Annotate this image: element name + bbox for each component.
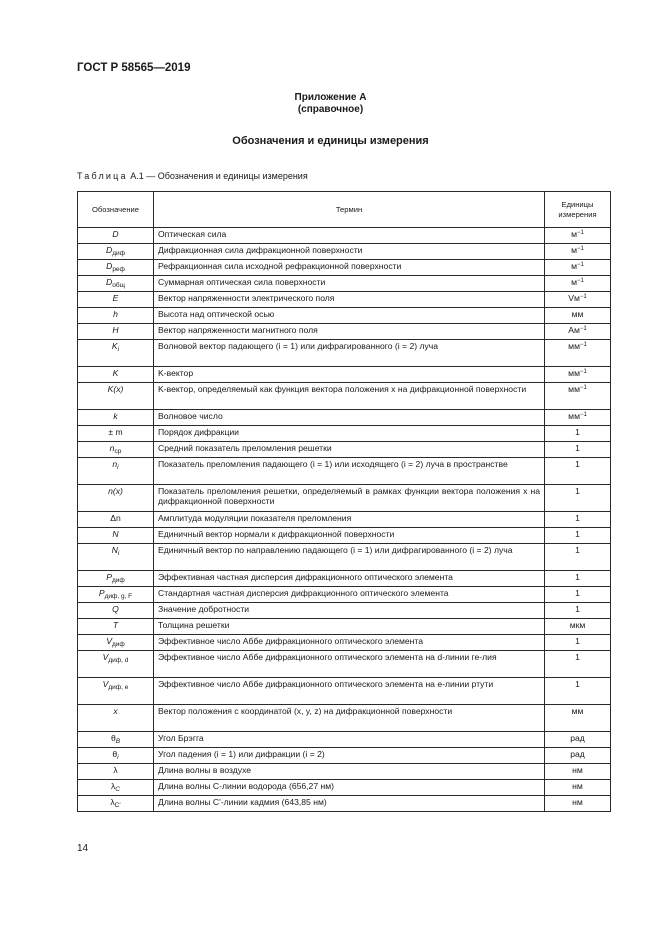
unit-cell — [545, 383, 611, 410]
unit-cell — [545, 512, 611, 528]
symbol-cell — [78, 512, 154, 528]
table-row — [78, 458, 611, 485]
unit-cell — [545, 340, 611, 367]
unit-value: мкм — [569, 620, 586, 630]
table-row — [78, 485, 611, 512]
term-cell: Волновое число — [154, 410, 545, 426]
symbol-main: K — [112, 368, 119, 378]
symbol-subscript: диф — [111, 641, 125, 648]
symbol-main: Δn — [110, 513, 121, 523]
table-caption-text: А.1 — Обозначения и единицы измерения — [127, 171, 308, 181]
symbol-cell — [78, 260, 154, 276]
unit-cell — [545, 308, 611, 324]
symbol-subscript: i — [117, 464, 119, 471]
term-cell: Угол Брэгга — [154, 732, 545, 748]
table-row — [78, 796, 611, 812]
unit-cell — [545, 458, 611, 485]
unit-value: 1 — [575, 459, 580, 469]
symbol-cell — [78, 619, 154, 635]
unit-value: 1 — [575, 652, 580, 662]
symbol-cell — [78, 485, 154, 512]
unit-cell — [545, 228, 611, 244]
symbol-cell — [78, 340, 154, 367]
symbol-cell — [78, 458, 154, 485]
unit-exponent: −1 — [579, 385, 587, 391]
term-cell: Толщина решетки — [154, 619, 545, 635]
unit-cell — [545, 587, 611, 603]
symbol-subscript: общ — [112, 282, 125, 289]
unit-value: мм — [568, 341, 580, 351]
symbol-main: θ — [112, 749, 118, 759]
table-row — [78, 651, 611, 678]
table-row — [78, 764, 611, 780]
symbol-cell — [78, 276, 154, 292]
unit-value: 1 — [575, 486, 580, 496]
unit-exponent: −1 — [579, 326, 587, 332]
table-caption-prefix: Таблица — [77, 171, 128, 181]
term-cell: Порядок дифракции — [154, 426, 545, 442]
section-title: Обозначения и единицы измерения — [232, 135, 429, 147]
unit-cell — [545, 796, 611, 812]
term-cell: Показатель преломления решетки, определяемый в рамках функции вектора положения x на дифракционной поверхности — [154, 485, 545, 512]
table-row — [78, 619, 611, 635]
unit-cell — [545, 678, 611, 705]
unit-cell — [545, 528, 611, 544]
symbol-cell — [78, 780, 154, 796]
term-cell: Вектор напряженности магнитного поля — [154, 324, 545, 340]
term-cell: Длина волны C'-линии кадмия (643,85 нм) — [154, 796, 545, 812]
unit-cell — [545, 292, 611, 308]
symbol-subscript: диф, e — [108, 684, 129, 691]
unit-value: 1 — [575, 427, 580, 437]
term-cell: Длина волны в воздухе — [154, 764, 545, 780]
unit-value: 1 — [575, 513, 580, 523]
symbol-main: K(x) — [107, 384, 124, 394]
symbol-main: k — [113, 411, 118, 421]
symbol-main: n(x) — [108, 486, 123, 496]
unit-value: 1 — [575, 604, 580, 614]
symbol-subscript: C' — [114, 802, 121, 809]
term-cell: Эффективное число Аббе дифракционного оптического элемента на e-линии ртути — [154, 678, 545, 705]
table-body — [78, 228, 611, 812]
unit-cell — [545, 635, 611, 651]
symbol-cell — [78, 528, 154, 544]
unit-value: нм — [572, 781, 583, 791]
symbol-main: D — [112, 229, 119, 239]
symbol-cell — [78, 244, 154, 260]
unit-value: нм — [572, 765, 583, 775]
unit-cell — [545, 426, 611, 442]
table-row — [78, 603, 611, 619]
unit-cell — [545, 732, 611, 748]
table-row — [78, 442, 611, 458]
symbols-table — [77, 191, 611, 812]
symbol-main: K — [111, 341, 118, 351]
table-row — [78, 587, 611, 603]
term-cell: Амплитуда модуляции показателя преломления — [154, 512, 545, 528]
symbol-cell — [78, 383, 154, 410]
symbol-subscript: B — [115, 738, 121, 745]
symbol-cell — [78, 571, 154, 587]
symbol-main: P — [106, 572, 112, 582]
table-row — [78, 705, 611, 732]
unit-cell — [545, 651, 611, 678]
symbol-cell — [78, 292, 154, 308]
header-term: Термин — [154, 192, 545, 228]
term-cell: Единичный вектор нормали к дифракционной поверхности — [154, 528, 545, 544]
symbol-main: V — [106, 636, 112, 646]
unit-exponent: −1 — [579, 342, 587, 348]
unit-exponent: −1 — [577, 246, 584, 252]
symbol-main: ± m — [108, 427, 123, 437]
table-row — [78, 383, 611, 410]
unit-exponent: −1 — [577, 230, 584, 236]
unit-cell — [545, 244, 611, 260]
symbol-cell — [78, 324, 154, 340]
table-row — [78, 276, 611, 292]
unit-value: рад — [570, 733, 585, 743]
term-cell: Высота над оптической осью — [154, 308, 545, 324]
symbol-main: λ — [111, 781, 116, 791]
symbol-main: D — [106, 245, 113, 255]
unit-value: 1 — [575, 572, 580, 582]
table-row — [78, 748, 611, 764]
unit-value: мм — [568, 411, 580, 421]
term-cell: Угол падения (i = 1) или дифракции (i = 2) — [154, 748, 545, 764]
unit-value: м — [571, 261, 578, 271]
term-cell: Эффективное число Аббе дифракционного оптического элемента на d-линии ге-лия — [154, 651, 545, 678]
page-number: 14 — [77, 843, 89, 854]
unit-value: 1 — [575, 529, 580, 539]
table-row — [78, 340, 611, 367]
symbol-subscript: ср — [114, 448, 122, 455]
table-row — [78, 512, 611, 528]
unit-cell — [545, 324, 611, 340]
unit-value: мм — [568, 384, 580, 394]
symbol-cell — [78, 442, 154, 458]
symbol-main: h — [113, 309, 118, 319]
table-row — [78, 732, 611, 748]
table-header-row — [78, 192, 611, 228]
unit-cell — [545, 748, 611, 764]
header-units: Единицы измерения — [545, 192, 611, 228]
term-cell: Стандартная частная дисперсия дифракционного оптического элемента — [154, 587, 545, 603]
symbol-subscript: i — [117, 346, 120, 353]
table-row — [78, 678, 611, 705]
unit-value: 1 — [575, 443, 580, 453]
term-cell: Суммарная оптическая сила поверхности — [154, 276, 545, 292]
appendix-heading — [0, 92, 661, 116]
term-cell: Длина волны C-линии водорода (656,27 нм) — [154, 780, 545, 796]
term-cell: Рефракционная сила исходной рефракционной поверхности — [154, 260, 545, 276]
term-cell: Показатель преломления падающего (i = 1) или исходящего (i = 2) луча в пространстве — [154, 458, 545, 485]
term-cell: Вектор напряженности электрического поля — [154, 292, 545, 308]
symbol-subscript: i — [117, 550, 120, 557]
symbol-subscript: реф — [112, 266, 125, 273]
symbol-cell — [78, 678, 154, 705]
term-cell: Дифракционная сила дифракционной поверхности — [154, 244, 545, 260]
unit-cell — [545, 780, 611, 796]
unit-value: м — [571, 229, 578, 239]
term-cell: K-вектор, определяемый как функция вектора положения x на дифракционной поверхности — [154, 383, 545, 410]
header-symbol: Обозначение — [78, 192, 154, 228]
term-cell: Эффективное число Аббе дифракционного оптического элемента — [154, 635, 545, 651]
unit-value: Ам — [568, 325, 580, 335]
symbol-cell — [78, 603, 154, 619]
unit-cell — [545, 260, 611, 276]
table-row — [78, 308, 611, 324]
symbol-cell — [78, 748, 154, 764]
unit-value: 1 — [575, 679, 580, 689]
term-cell: Эффективная частная дисперсия дифракционного оптического элемента — [154, 571, 545, 587]
symbol-main: T — [112, 620, 119, 630]
table-row — [78, 244, 611, 260]
table-row — [78, 367, 611, 383]
unit-value: мм — [571, 706, 584, 716]
symbol-subscript: i — [117, 754, 119, 761]
unit-cell — [545, 571, 611, 587]
unit-value: мм — [571, 309, 584, 319]
unit-cell — [545, 442, 611, 458]
unit-cell — [545, 485, 611, 512]
term-cell: Вектор положения с координатой (x, y, z) на дифракционной поверхности — [154, 705, 545, 732]
table-row — [78, 780, 611, 796]
unit-exponent: −1 — [577, 262, 584, 268]
symbol-main: λ — [113, 765, 118, 775]
unit-value: м — [571, 277, 578, 287]
symbol-main: x — [113, 706, 118, 716]
symbol-cell — [78, 587, 154, 603]
symbol-subscript: диф, g, F — [104, 593, 133, 600]
standard-id: ГОСТ Р 58565—2019 — [77, 62, 191, 74]
unit-cell — [545, 367, 611, 383]
symbol-main: E — [112, 293, 119, 303]
unit-value: м — [571, 245, 578, 255]
symbol-cell — [78, 764, 154, 780]
appendix-title: Приложение А — [294, 92, 367, 103]
term-cell: Единичный вектор по направлению падающего (i = 1) или дифрагированного (i = 2) луча — [154, 544, 545, 571]
appendix-subtitle: (справочное) — [297, 104, 364, 115]
symbol-main: P — [98, 588, 105, 598]
table-row — [78, 571, 611, 587]
symbol-main: D — [106, 261, 113, 271]
symbol-cell — [78, 544, 154, 571]
unit-value: 1 — [575, 545, 580, 555]
unit-value: Vм — [568, 293, 580, 303]
unit-value: нм — [572, 797, 583, 807]
unit-exponent: −1 — [579, 412, 587, 418]
table-row — [78, 410, 611, 426]
table-row — [78, 324, 611, 340]
unit-cell — [545, 619, 611, 635]
symbol-main: n — [109, 443, 115, 453]
table-caption — [77, 171, 308, 181]
unit-exponent: −1 — [577, 278, 584, 284]
unit-value: 1 — [575, 636, 580, 646]
symbol-main: N — [111, 545, 118, 555]
symbol-cell — [78, 705, 154, 732]
symbol-cell — [78, 308, 154, 324]
symbol-subscript: диф — [111, 577, 125, 584]
table-row — [78, 528, 611, 544]
unit-cell — [545, 544, 611, 571]
symbol-cell — [78, 651, 154, 678]
symbol-cell — [78, 228, 154, 244]
unit-value: рад — [570, 749, 585, 759]
unit-cell — [545, 410, 611, 426]
symbol-main: λ — [110, 797, 115, 807]
table-row — [78, 426, 611, 442]
unit-cell — [545, 764, 611, 780]
term-cell: Волновой вектор падающего (i = 1) или дифрагированного (i = 2) луча — [154, 340, 545, 367]
table-row — [78, 544, 611, 571]
symbol-cell — [78, 410, 154, 426]
table-row — [78, 292, 611, 308]
term-cell: Средний показатель преломления решетки — [154, 442, 545, 458]
symbol-main: D — [106, 277, 113, 287]
table-row — [78, 260, 611, 276]
unit-value: мм — [568, 368, 580, 378]
symbol-subscript: диф, d — [108, 657, 129, 664]
table-row — [78, 228, 611, 244]
symbol-cell — [78, 732, 154, 748]
symbol-cell — [78, 635, 154, 651]
term-cell: Оптическая сила — [154, 228, 545, 244]
symbol-main: Q — [112, 604, 119, 614]
unit-cell — [545, 705, 611, 732]
symbol-cell — [78, 426, 154, 442]
term-cell: Значение добротности — [154, 603, 545, 619]
unit-value: 1 — [575, 588, 580, 598]
symbol-main: H — [112, 325, 119, 335]
table-row — [78, 635, 611, 651]
symbol-main: θ — [110, 733, 116, 743]
symbol-main: V — [102, 679, 109, 689]
unit-exponent: −1 — [579, 369, 587, 375]
unit-cell — [545, 276, 611, 292]
symbol-main: N — [112, 529, 119, 539]
symbol-main: n — [112, 459, 118, 469]
symbol-subscript: C — [115, 786, 120, 793]
symbol-main: V — [102, 652, 109, 662]
symbol-cell — [78, 796, 154, 812]
term-cell: K-вектор — [154, 367, 545, 383]
unit-exponent: −1 — [579, 294, 587, 300]
unit-cell — [545, 603, 611, 619]
symbol-cell — [78, 367, 154, 383]
symbol-subscript: диф — [112, 250, 125, 257]
